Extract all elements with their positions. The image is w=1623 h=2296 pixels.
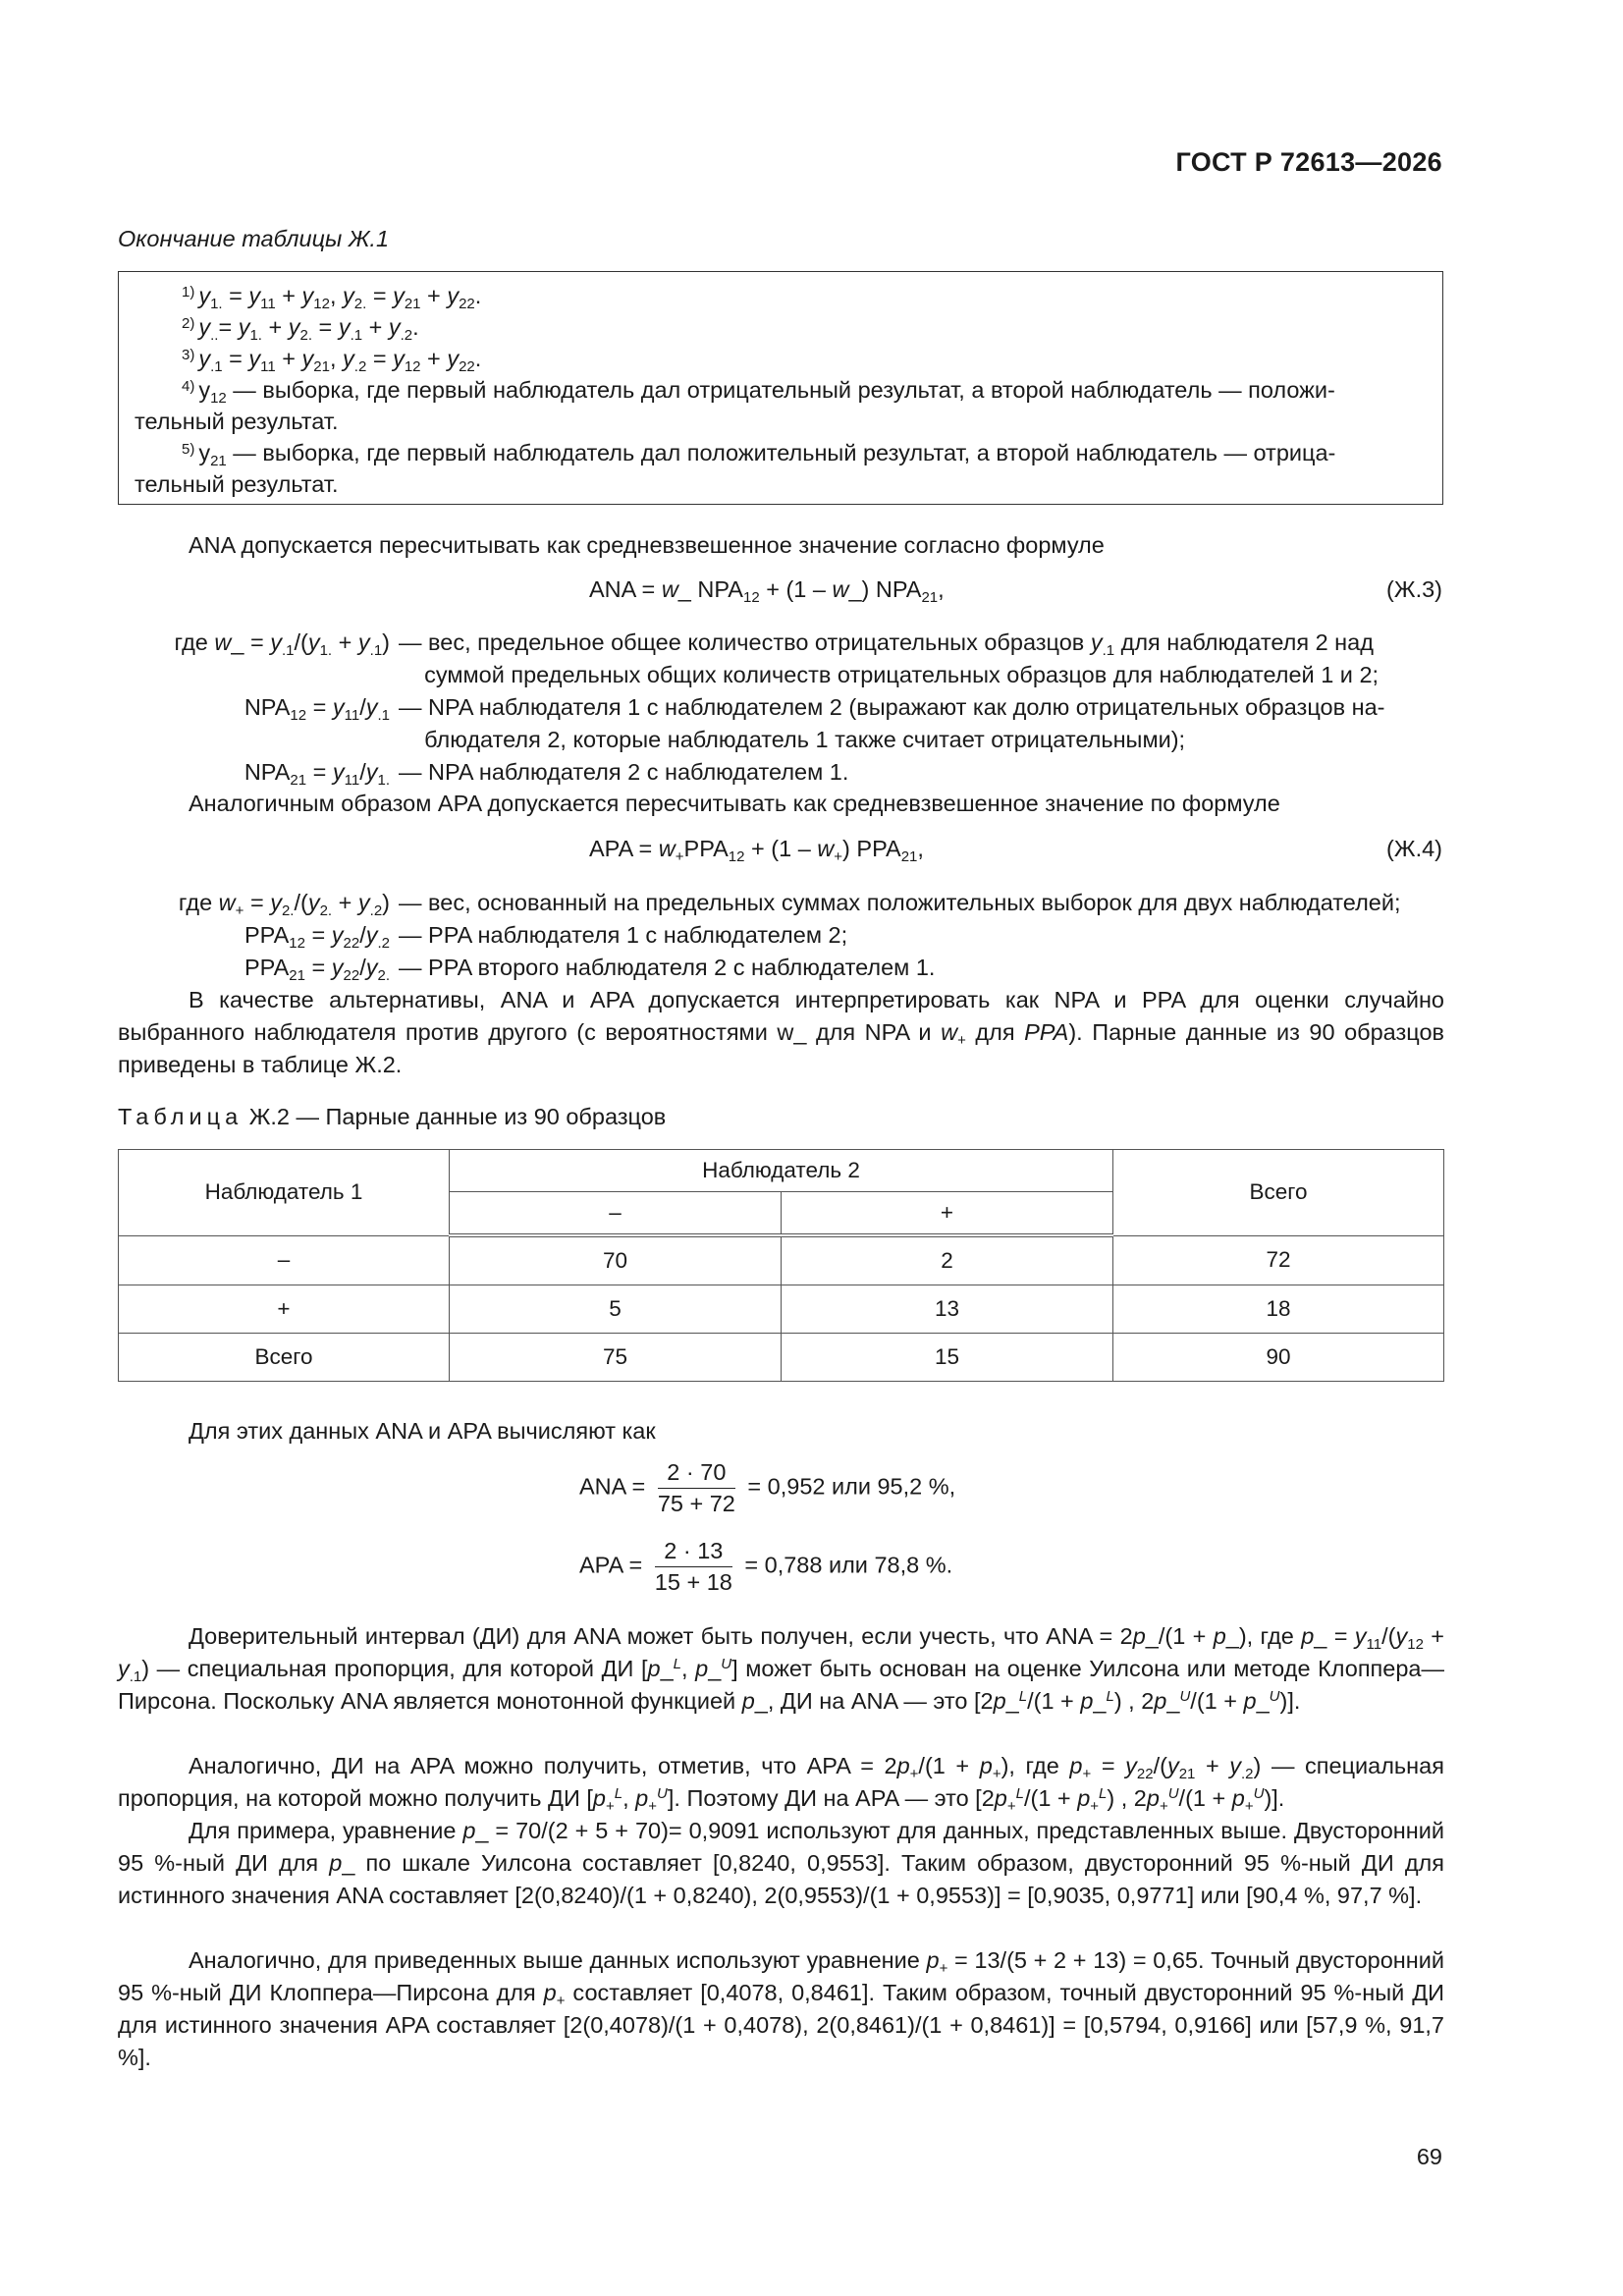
paired-data-table (118, 1149, 1444, 1382)
cell-plus: 2 (781, 1235, 1112, 1285)
calc-apa: APA = $\frac{2 \cdot 13}{15 + 18}$ = 0,788 или 78,8 %. (579, 1538, 953, 1595)
standard-number: ГОСТ Р 72613—2026 (1175, 147, 1442, 177)
where-npa21-desc: — NPA наблюдателя 2 с наблюдателем 1. (399, 759, 849, 785)
formula-zh4: APA = $w_+PPA_{12} + (1 - w_+)$ $PPA_{21}$, (589, 836, 924, 865)
cell-minus: 70 (450, 1235, 782, 1285)
where-ppa21-desc: — PPA второго наблюдателя 2 с наблюдателем 1. (399, 955, 936, 980)
note-1: $^{1)}$ $y_{1.} = y_{11} + y_{12}$, $y_{2.} = y_{21} + y_{22}$. (182, 283, 482, 312)
note-2: $^{2)}$ $y_{..}= y_{1.} + y_{2.} = y_{.1} + y_{.2}$. (182, 314, 419, 344)
cell-plus: 13 (781, 1285, 1112, 1334)
paragraph-example-apa: Аналогично, для приведенных выше данных используют уравнение $p_+ = 13/(5 + 2 + 13) = 0,65$. Точный двусторонний 95 %-ный ДИ Клоппера—Пирсона для $p_+$ составляет [0,4078, 0,8461]. Таким образом, точный двусторонний 95 %-ный ДИ для истинного значения APA составляет [2(0,4078)/(1 + 0,4078), 2(0,8461)/(1 + 0,8461)] = [0,5794, 0,9166] или [57,9 %, 91,7 %]. (118, 1947, 1444, 2070)
where-block-zh4 (0, 887, 1623, 985)
formula-zh3: ANA = w_ $NPA_{12} + (1$ – w_) $NPA_{21}$, (589, 576, 945, 606)
note-4-cont: тельный результат. (135, 409, 339, 434)
calc-intro: Для этих данных ANA и APA вычисляют как (189, 1418, 656, 1444)
where-ppa12-desc: — PPA наблюдателя 1 с наблюдателем 2; (399, 922, 848, 948)
where-w-minus-label: где w_ = $y_{.1}/(y_{1.} + y_{.1})$ (174, 629, 390, 659)
where-ppa12-label: $PPA_{12} = y_{22}/y_{.2}$ (244, 922, 390, 952)
subheader-plus: + (781, 1192, 1112, 1236)
cell-total: 90 (1113, 1334, 1444, 1382)
note-4: $^{4)}$ $y_{12}$ — выборка, где первый наблюдатель дал отрицательный результат, а второй наблюдатель — положи- (182, 377, 1335, 407)
table-row (119, 1334, 1444, 1382)
paragraph-ci-ana: Доверительный интервал (ДИ) для ANA может быть получен, если учесть, что ANA = 2p_/(1 + p_), где p_ = $y_{11}/(y_{12} + y_{.1})$ — специальная пропорция, для которой ДИ [p_$^L$, p_$^U$] может быть основан на оценке Уилсона или методе Клоппера—Пирсона. Поскольку ANA является монотонной функцией p_, ДИ на ANA — это [2p_$^L$/(1 + p_$^L$) , 2p_$^U$/(1 + p_$^U$)]. (118, 1623, 1444, 1714)
where-block-zh3 (0, 627, 1623, 789)
table-row (119, 1285, 1444, 1334)
table-row (119, 1235, 1444, 1285)
table2-caption: Таблица Ж.2 — Парные данные из 90 образцов (118, 1104, 667, 1129)
page-number: 69 (1416, 2144, 1442, 2169)
calc-ana: ANA = $\frac{2 \cdot 70}{75 + 72}$ = 0,952 или 95,2 %, (579, 1459, 956, 1516)
table-notes-box (118, 271, 1443, 505)
header-total: Всего (1113, 1150, 1444, 1236)
header-observer-1: Наблюдатель 1 (119, 1150, 450, 1236)
cell-total: 72 (1113, 1235, 1444, 1285)
paragraph-example-ana: Для примера, уравнение p_ = 70/(2 + 5 + 70)= 0,9091 используют для данных, представленных выше. Двусторонний 95 %-ный ДИ для p_ по шкале Уилсона составляет [0,8240, 0,9553]. Таким образом, двусторонний 95 %-ный ДИ для истинного значения ANA составляет [2(0,8240)/(1 + 0,8240), 2(0,9553)/(1 + 0,9553)] = [0,9035, 0,9771] или [90,4 %, 97,7 %]. (118, 1818, 1444, 1908)
note-3: $^{3)}$ $y_{.1} = y_{11} + y_{21}$, $y_{.2} = y_{12} + y_{22}$. (182, 346, 482, 375)
note-5: $^{5)}$ $y_{21}$ — выборка, где первый наблюдатель дал положительный результат, а второй наблюдатель — отрица- (182, 440, 1336, 469)
where-npa12-desc: — NPA наблюдателя 1 с наблюдателем 2 (выражают как долю отрицательных образцов на- блюдателя 2, которые наблюдатель 1 также считает отрицательными); (399, 694, 1385, 752)
row-label: + (119, 1285, 450, 1334)
cell-minus: 75 (450, 1334, 782, 1382)
where-ppa21-label: $PPA_{21} = y_{22}/y_{2.}$ (244, 955, 390, 984)
subheader-minus: – (450, 1192, 782, 1236)
paragraph-alternative: В качестве альтернативы, ANA и APA допускается интерпретировать как NPA и PPA для оценки случайно выбранного наблюдателя против другого (с вероятностями w_ для NPA и $w_+$ для PPA). Парные данные из 90 образцов приведены в таблице Ж.2. (118, 987, 1445, 1077)
header-observer-2: Наблюдатель 2 (450, 1150, 1113, 1192)
formula-zh4-number: (Ж.4) (1386, 836, 1442, 861)
cell-minus: 5 (450, 1285, 782, 1334)
table-continuation-caption: Окончание таблицы Ж.1 (118, 226, 390, 251)
row-label: – (119, 1235, 450, 1285)
note-5-cont: тельный результат. (135, 471, 339, 497)
formula-zh3-number: (Ж.3) (1386, 576, 1442, 602)
paragraph-ci-apa: Аналогично, ДИ на APA можно получить, отметив, что APA = $2p_+/(1 + p_+)$, где $p_+ = y_{22}/(y_{21} + y_{.2})$ — специальная пропорция, на которой можно получить ДИ [$p_+^L$, $p_+^U$]. Поэтому ДИ на APA — это [$2p_+^L/(1 + p_+^L)$ , $2p_+^U/(1 + p_+^U)$]. (118, 1753, 1444, 1815)
where-w-plus-label: где $w_+ = y_{2.}/(y_{2.} + y_{.2})$ (178, 890, 390, 919)
where-npa21-label: $NPA_{21} = y_{11}/y_{1.}$ (243, 759, 390, 789)
cell-plus: 15 (781, 1334, 1112, 1382)
where-w-plus-desc: — вес, основанный на предельных суммах положительных выборок для двух наблюдателей; (399, 890, 1401, 915)
apa-intro: Аналогичным образом APA допускается пересчитывать как средневзвешенное значение по формуле (189, 791, 1280, 816)
where-w-minus-desc: — вес, предельное общее количество отрицательных образцов $y_{.1}$ для наблюдателя 2 над суммой предельных общих количеств отрицательных образцов для наблюдателей 1 и 2; (399, 629, 1380, 687)
ana-intro: ANA допускается пересчитывать как средневзвешенное значение согласно формуле (189, 532, 1105, 558)
where-npa12-label: $NPA_{12} = y_{11}/y_{.1}$ (243, 694, 390, 724)
cell-total: 18 (1113, 1285, 1444, 1334)
row-label: Всего (119, 1334, 450, 1382)
